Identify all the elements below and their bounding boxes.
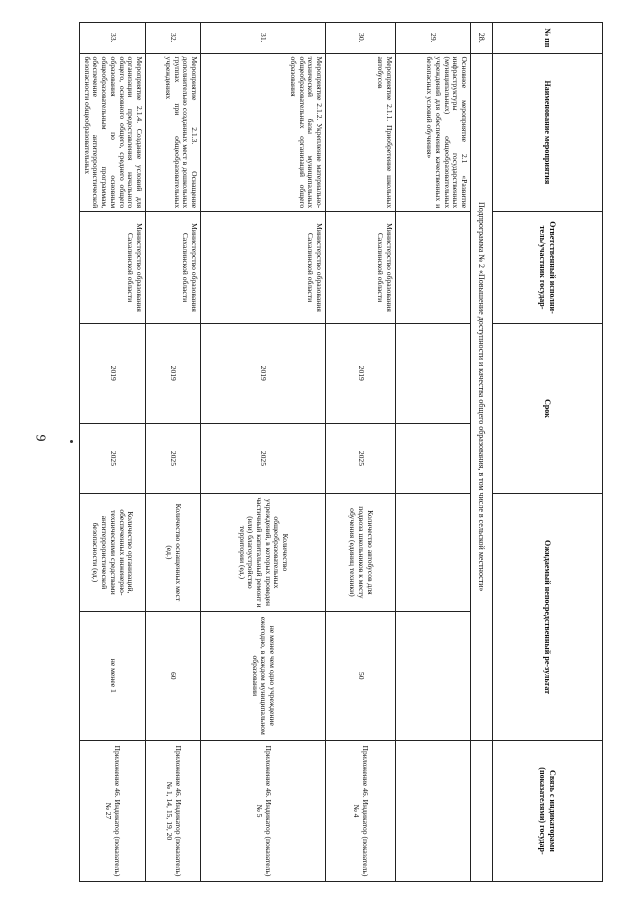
- row-name: Мероприятие 2.1.1. Приобретение школьных автобусов: [326, 53, 396, 212]
- subprogram-title: Подпрограмма № 2 «Повышение доступности и качества общего образования, в том числе в сельской местности»: [471, 53, 493, 740]
- header-link: Связь с индикаторами (показателями) государ-: [493, 740, 603, 881]
- row-exec: Министерство образования Сахалинской области: [146, 212, 201, 324]
- row-name: Мероприятие 2.1.4. Создание условий для организации предоставления начального общего, основного общего, среднего общего образования по основным общеобразовательным программам, обеспечение антитеррористической безопасности общеобразовательных: [79, 53, 145, 212]
- row-result-value: 50: [326, 611, 396, 740]
- row-exec: Министерство образования Сахалинской области: [201, 212, 326, 324]
- row-link: Приложение 46. Индикатор (показатель) № 5: [201, 740, 326, 881]
- row-result-indicator: Количество общеобразовательных учреждений, в которых проведен частичный капитальный ремонт и (или) благоустройство территории (ед.): [201, 494, 326, 612]
- row-num: 31.: [201, 23, 326, 54]
- header-term: Срок: [493, 323, 603, 493]
- row-link: [471, 740, 493, 881]
- row-year-end: 2025: [326, 423, 396, 494]
- row-name: Мероприятие 2.1.3. Оснащение дополнительно созданных мест в дошкольных группах при общеобразовательных учреждениях: [146, 53, 201, 212]
- header-result: Ожидаемый непосредственный ре-зультат: [493, 494, 603, 741]
- header-num: № пп: [493, 23, 603, 54]
- scan-dot: [70, 440, 73, 443]
- page-number: 9: [32, 434, 48, 442]
- row-year-end: 2025: [146, 423, 201, 494]
- row-exec: Министерство образования Сахалинской области: [326, 212, 396, 324]
- row-num: 28.: [471, 23, 493, 54]
- table-row: [396, 23, 471, 882]
- header-row: [493, 23, 603, 882]
- row-name: Мероприятие 2.1.2. Укрепление материально-технической базы муниципальных общеобразовательных организаций общего образования: [201, 53, 326, 212]
- row-result-value: не менее чем одно учреждение ежегодно, в каждом муниципальном образовании: [201, 611, 326, 740]
- row-year-start: 2019: [146, 323, 201, 423]
- row-result-indicator: Количество автобусов для подвоза школьников к месту обучения (единиц техники): [326, 494, 396, 612]
- header-exec: Ответственный исполни-тель/участник государ-: [493, 212, 603, 324]
- row-exec: Министерство образования Сахалинской области: [79, 212, 145, 324]
- row-year-start: 2019: [79, 323, 145, 423]
- row-year-end: [396, 423, 471, 494]
- row-exec: [396, 212, 471, 324]
- rotated-table-container: [82, 22, 603, 882]
- row-year-start: 2019: [201, 323, 326, 423]
- table-row: [471, 23, 493, 882]
- row-num: 33.: [79, 23, 145, 54]
- header-name: Наименование мероприятия: [493, 53, 603, 212]
- row-year-end: 2025: [201, 423, 326, 494]
- row-num: 29.: [396, 23, 471, 54]
- row-num: 32.: [146, 23, 201, 54]
- table-row: [201, 23, 326, 882]
- row-name: Основное мероприятие 2.1 «Развитие инфраструктуры государственных (муниципальных) общеобразовательных учреждений для обеспечения качественных и безопасных условий обучения»: [396, 53, 471, 212]
- row-result-value: не менее 1: [79, 611, 145, 740]
- measures-table: [79, 22, 603, 882]
- row-link: Приложение 46. Индикатор (показатель) № 1, 14, 15, 19, 20: [146, 740, 201, 881]
- row-link: Приложение 46. Индикатор (показатель) № 4: [326, 740, 396, 881]
- row-num: 30.: [326, 23, 396, 54]
- row-result-value: [396, 611, 471, 740]
- row-year-end: 2025: [79, 423, 145, 494]
- row-result-indicator: [396, 494, 471, 612]
- table-row: [79, 23, 145, 882]
- row-result-indicator: Количество оснащенных мест (ед.): [146, 494, 201, 612]
- row-link: Приложение 46. Индикатор (показатель) № 27: [79, 740, 145, 881]
- table-row: [326, 23, 396, 882]
- row-result-value: 60: [146, 611, 201, 740]
- row-year-start: [396, 323, 471, 423]
- row-link: [396, 740, 471, 881]
- row-result-indicator: Количество организаций, обеспеченных инженерно-техническими средствами антитеррористической безопасности (ед.): [79, 494, 145, 612]
- row-year-start: 2019: [326, 323, 396, 423]
- table-row: [146, 23, 201, 882]
